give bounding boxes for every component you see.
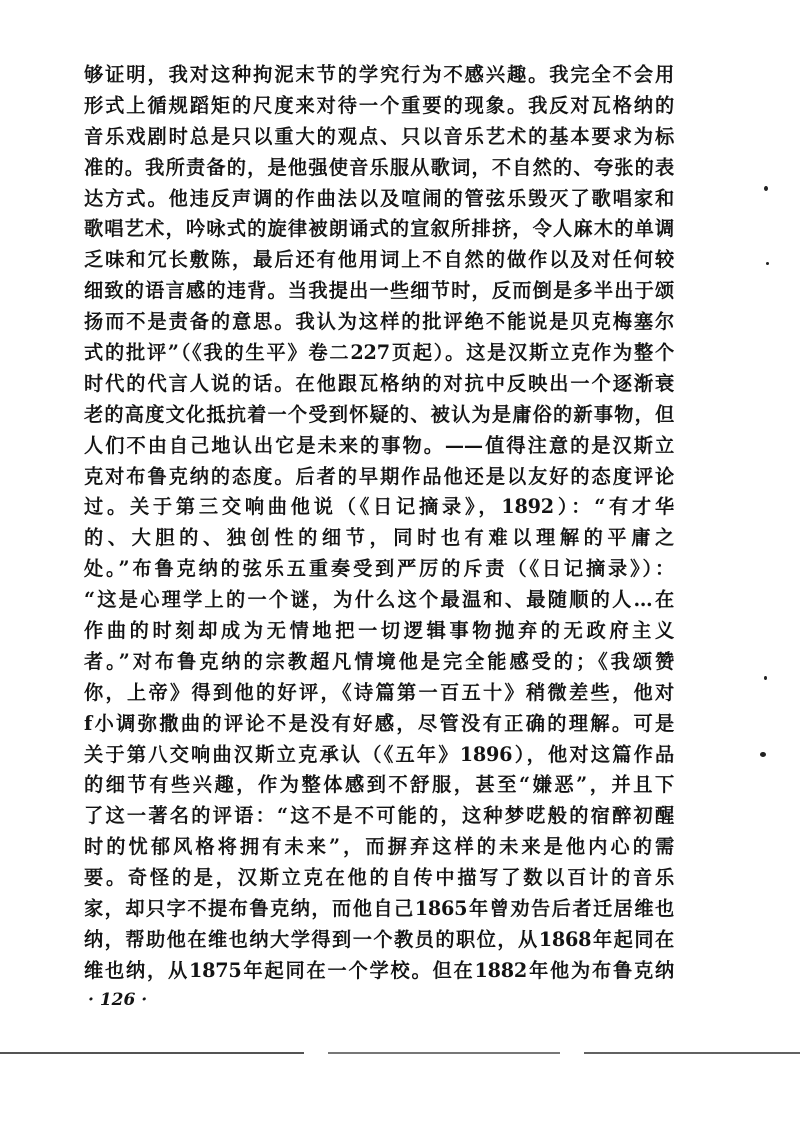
text-line: 达方式。他违反声调的作曲法以及喧闹的管弦乐毁灭了歌唱家和 bbox=[84, 186, 674, 210]
scan-speck bbox=[764, 676, 767, 680]
text-line: 够证明，我对这种拘泥末节的学究行为不感兴趣。我完全不会用 bbox=[84, 63, 674, 86]
text-line: 形式上循规蹈矩的尺度来对待一个重要的现象。我反对瓦格纳的 bbox=[84, 93, 674, 117]
body-text bbox=[84, 60, 674, 987]
bottom-scan-rule bbox=[0, 1052, 800, 1054]
text-line: 老的高度文化抵抗着一个受到怀疑的、被认为是庸俗的新事物，但 bbox=[84, 402, 674, 426]
text-line: 的细节有些兴趣，作为整体感到不舒服，甚至“嫌恶”，并且下 bbox=[84, 773, 674, 797]
text-line: 关于第八交响曲汉斯立克承认（《五年》1896），他对这篇作品 bbox=[84, 742, 674, 766]
text-line: 要。奇怪的是，汉斯立克在他的自传中描写了数以百计的音乐 bbox=[84, 866, 674, 890]
text-line: 时代的代言人说的话。在他跟瓦格纳的对抗中反映出一个逐渐衰 bbox=[84, 371, 674, 395]
scan-speck bbox=[766, 262, 769, 265]
text-line: 的、大胆的、独创性的细节，同时也有难以理解的平庸之 bbox=[84, 526, 674, 550]
text-line: 了这一著名的评语：“这不是不可能的，这种梦呓般的宿醉初醒 bbox=[84, 804, 674, 828]
text-line: 克对布鲁克纳的态度。后者的早期作品他还是以友好的态度评论 bbox=[84, 464, 674, 488]
text-line: 你，上帝》得到他的好评，《诗篇第一百五十》稍微差些，他对 bbox=[84, 680, 674, 704]
text-line: 音乐戏剧时总是只以重大的观点、只以音乐艺术的基本要求为标 bbox=[84, 124, 674, 148]
text-line: “这是心理学上的一个谜，为什么这个最温和、最随顺的人…在 bbox=[84, 588, 674, 612]
page-number: · 126 · bbox=[88, 990, 148, 1010]
text-line: 式的批评”（《我的生平》卷二227页起）。这是汉斯立克作为整个 bbox=[84, 341, 674, 365]
text-line: 作曲的时刻却成为无情地把一切逻辑事物抛弃的无政府主义 bbox=[84, 619, 674, 643]
text-line: 乏味和冗长敷陈，最后还有他用词上不自然的做作以及对任何较 bbox=[84, 248, 674, 272]
text-line: f小调弥撒曲的评论不是没有好感，尽管没有正确的理解。可是 bbox=[84, 711, 674, 735]
text-line: 家，却只字不提布鲁克纳，而他自己1865年曾劝告后者迁居维也 bbox=[84, 897, 674, 921]
text-line: 处。”布鲁克纳的弦乐五重奏受到严厉的斥责（《日记摘录》）： bbox=[84, 557, 674, 581]
text-line: 过。关于第三交响曲他说（《日记摘录》，1892）：“有才华 bbox=[84, 495, 674, 519]
text-line: 维也纳，从1875年起同在一个学校。但在1882年他为布鲁克纳 bbox=[84, 958, 674, 982]
scan-speck bbox=[760, 752, 766, 757]
text-line: 者。”对布鲁克纳的宗教超凡情境他是完全能感受的；《我颂赞 bbox=[84, 649, 674, 673]
text-line: 细致的语言感的违背。当我提出一些细节时，反而倒是多半出于颂 bbox=[84, 279, 674, 303]
text-line: 歌唱艺术，吟咏式的旋律被朗诵式的宣叙所排挤，令人麻木的单调 bbox=[84, 217, 674, 241]
scan-speck bbox=[764, 186, 768, 191]
text-line: 准的。我所责备的，是他强使音乐服从歌词，不自然的、夸张的表 bbox=[84, 155, 674, 179]
text-line: 扬而不是责备的意思。我认为这样的批评绝不能说是贝克梅塞尔 bbox=[84, 310, 674, 334]
text-line: 纳，帮助他在维也纳大学得到一个教员的职位，从1868年起同在 bbox=[84, 927, 674, 951]
text-line: 人们不由自己地认出它是未来的事物。——值得注意的是汉斯立 bbox=[84, 433, 674, 457]
text-line: 时的忧郁风格将拥有未来”，而摒弃这样的未来是他内心的需 bbox=[84, 835, 674, 859]
